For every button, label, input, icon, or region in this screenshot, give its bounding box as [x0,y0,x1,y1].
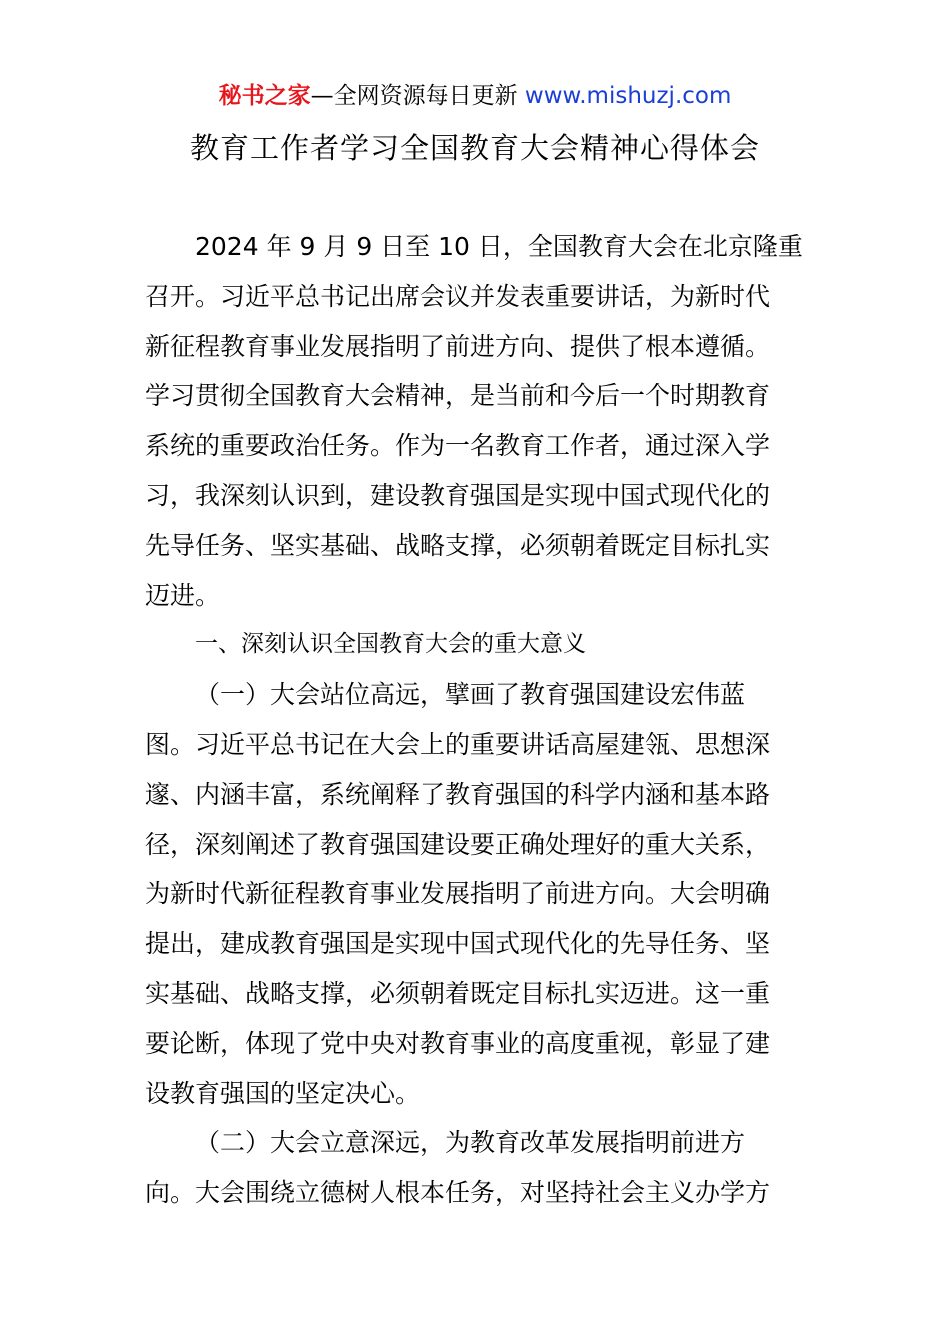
body-line: 学习贯彻全国教育大会精神，是当前和今后一个时期教育 [145,381,771,411]
body-line: 系统的重要政治任务。作为一名教育工作者，通过深入学 [145,431,771,461]
body-line: 迈进。 [145,580,221,610]
body-line: 先导任务、坚实基础、战略支撑，必须朝着既定目标扎实 [145,530,771,560]
body-line: 设教育强国的坚定决心。 [145,1078,421,1108]
document-title: 教育工作者学习全国教育大会精神心得体会 [189,131,760,165]
document-body [145,222,807,1218]
site-url-link[interactable]: www.mishuzj.com [524,83,732,109]
site-slogan: —全网资源每日更新 [310,83,525,109]
body-line: 图。习近平总书记在大会上的重要讲话高屋建瓴、思想深 [145,729,771,759]
body-line: 向。大会围绕立德树人根本任务，对坚持社会主义办学方 [145,1178,771,1208]
body-line: 提出，建成教育强国是实现中国式现代化的先导任务、坚 [145,929,771,959]
body-line: 召开。习近平总书记出席会议并发表重要讲话，为新时代 [145,281,771,311]
body-line: 径，深刻阐述了教育强国建设要正确处理好的重大关系， [145,829,771,859]
site-name: 秘书之家 [218,83,311,109]
body-line: （二）大会立意深远，为教育改革发展指明前进方 [195,1128,746,1158]
body-line: 实基础、战略支撑，必须朝着既定目标扎实迈进。这一重 [145,978,771,1008]
body-line: 为新时代新征程教育事业发展指明了前进方向。大会明确 [145,879,771,909]
site-header [0,80,950,112]
body-line: 要论断，体现了党中央对教育事业的高度重视，彰显了建 [145,1028,771,1058]
body-line: 邃、内涵丰富，系统阐释了教育强国的科学内涵和基本路 [145,779,771,809]
body-line: 新征程教育事业发展指明了前进方向、提供了根本遵循。 [145,331,771,361]
body-line: 2024 年 9 月 9 日至 10 日，全国教育大会在北京隆重 [195,232,803,261]
body-line: （一）大会站位高远，擘画了教育强国建设宏伟蓝 [195,680,746,710]
body-line: 习，我深刻认识到，建设教育强国是实现中国式现代化的 [145,480,771,510]
section-heading: 一、深刻认识全国教育大会的重大意义 [195,631,586,658]
